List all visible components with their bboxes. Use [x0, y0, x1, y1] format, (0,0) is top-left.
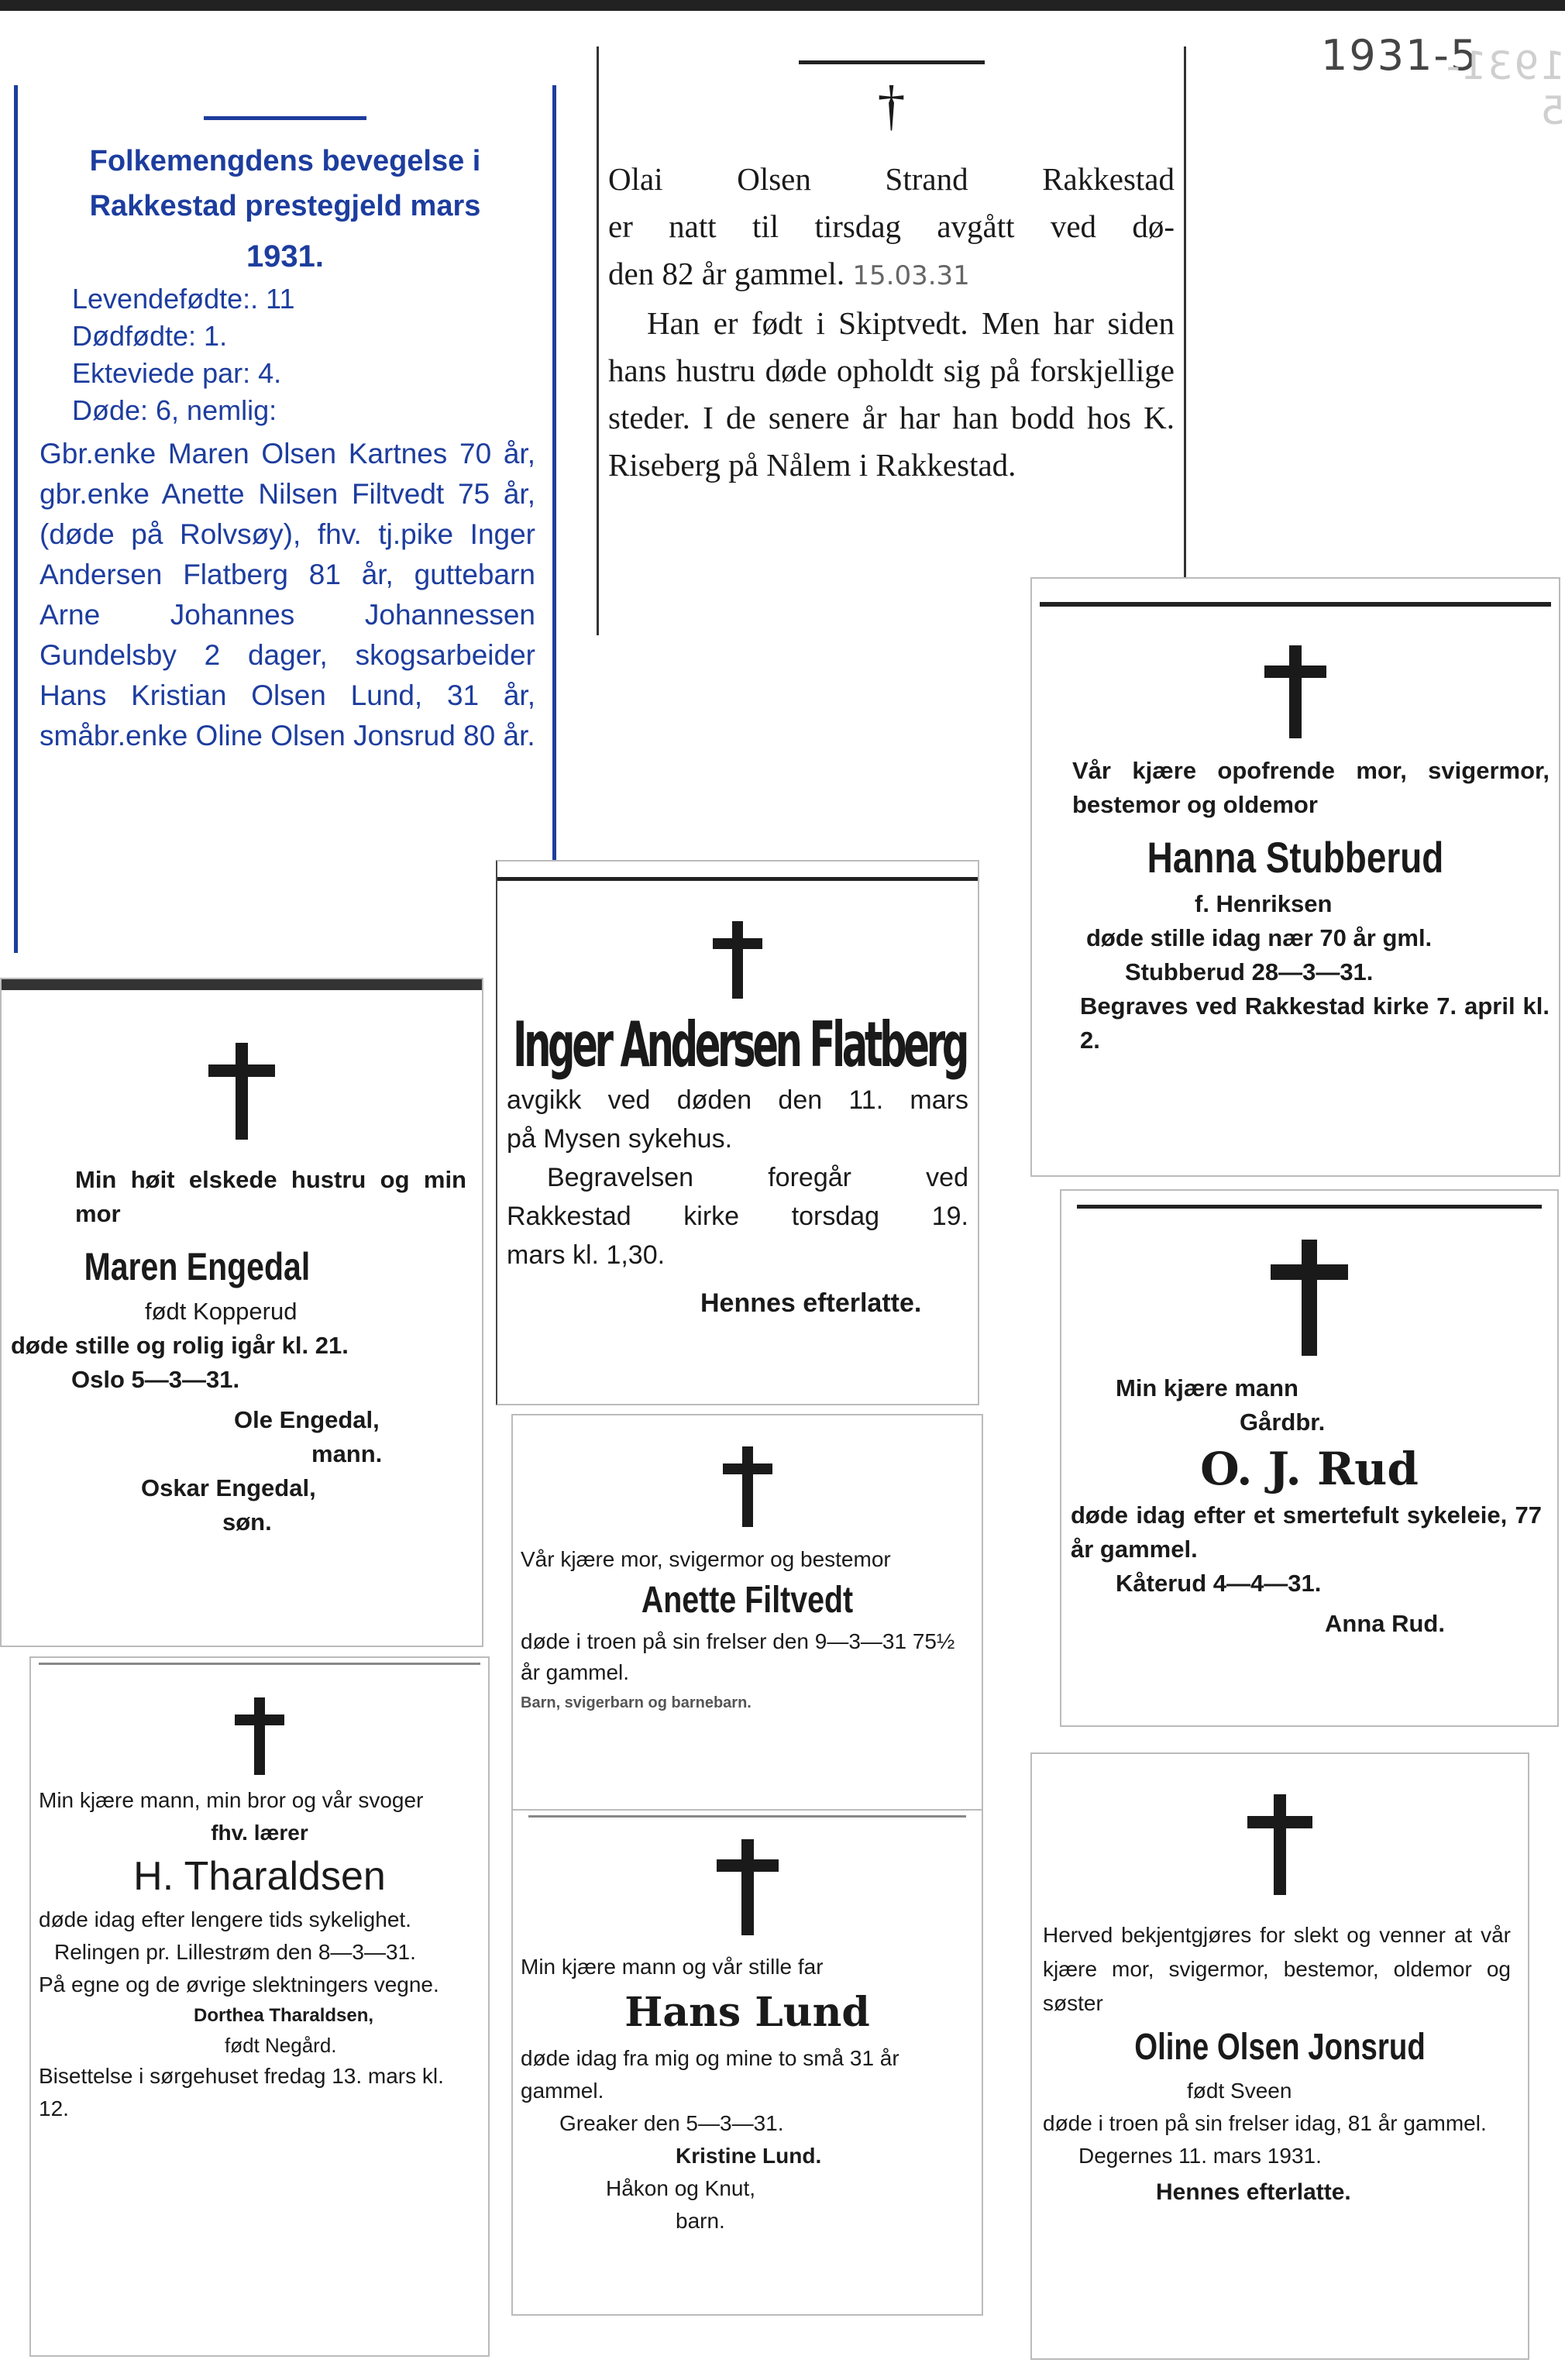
hanna-intro: Vår kjære opofrende mor, svigermor, bestemor og oldemor [1072, 757, 1550, 818]
dagger-icon: † [877, 74, 906, 136]
cross-icon [1247, 1794, 1312, 1895]
deaths-intro: Døde: 6, nemlig: [72, 394, 277, 426]
notice-rule [528, 1815, 966, 1818]
marriages: Ekteviede par: 4. [72, 357, 282, 389]
maren-engedal-notice [0, 978, 483, 1647]
hanna-place: Stubberud 28—3—31. [1125, 958, 1374, 985]
notice-rule [799, 60, 985, 64]
cross-icon [1271, 1240, 1348, 1356]
archive-note-bleedthrough: 1931-5 [1444, 43, 1565, 133]
cross-icon [713, 921, 762, 999]
thar-funeral: Bisettelse i sørgehuset fredag 13. mars kl. 12. [39, 2064, 444, 2120]
rud-name: O. J. Rud [1200, 1443, 1419, 1495]
maren-died: døde stille og rolig igår kl. 21. [11, 1332, 349, 1359]
thar-name: H. Tharaldsen [133, 1854, 386, 1899]
thar-sign: Dorthea Tharaldsen, [194, 2005, 374, 2026]
hans-intro: Min kjære mann og vår stille far [521, 1955, 824, 1979]
hans-sign-1: Kristine Lund. [676, 2144, 822, 2168]
inger-line-5: mars kl. 1,30. [507, 1240, 666, 1270]
inger-line-3: Begravelsen foregår ved [547, 1163, 968, 1192]
hanna-died: døde stille idag nær 70 år gml. [1086, 924, 1433, 951]
maren-name: Maren Engedal [84, 1245, 311, 1288]
rud-died: døde idag efter et smertefult sykeleie, 77 år gammel. [1071, 1501, 1542, 1563]
cross-icon [208, 1043, 275, 1140]
handwritten-date: 15.03.31 [852, 260, 970, 291]
cross-icon [235, 1697, 284, 1775]
maren-sign-1-role: mann. [311, 1440, 383, 1467]
inger-sign: Hennes efterlatte. [700, 1288, 922, 1318]
hans-sign-2: Håkon og Knut, [606, 2176, 756, 2200]
inger-line-1: avgikk ved døden den 11. mars [507, 1085, 968, 1115]
inger-line-2: på Mysen sykehus. [507, 1124, 733, 1154]
stats-year: 1931. [246, 239, 325, 273]
oline-sign: Hennes efterlatte. [1156, 2179, 1351, 2205]
hanna-maiden: f. Henriksen [1195, 890, 1333, 917]
scan-top-border [0, 0, 1565, 11]
thar-place: Relingen pr. Lillestrøm den 8—3—31. [54, 1940, 416, 1964]
maren-sign-1: Ole Engedal, [234, 1406, 380, 1433]
notice-rule [1077, 1205, 1542, 1209]
hans-lund-notice [511, 1809, 983, 2316]
rud-place: Kåterud 4—4—31. [1116, 1570, 1322, 1597]
notice-rule [39, 1663, 480, 1665]
stats-heading: Folkemengdens bevegelse i Rakkestad prestegjeld mars [89, 145, 481, 222]
olai-line-3-wrap [608, 250, 1175, 300]
hans-died: døde idag fra mig og mine to små 31 år gammel. [521, 2046, 899, 2103]
olai-strand-notice [597, 46, 1186, 635]
inger-name: Inger Andersen Flatberg [512, 1009, 966, 1081]
handwritten-archive-note: 1931-5 [1321, 31, 1479, 80]
thar-sign-role: født Negård. [225, 2034, 337, 2057]
maren-sign-2-role: søn. [222, 1508, 272, 1536]
rud-title: Gårdbr. [1240, 1408, 1326, 1436]
hanna-stubberud-notice [1030, 577, 1560, 1177]
h-tharaldsen-notice [29, 1656, 490, 2357]
olai-line-2: er natt til tirsdag avgått ved dø- [608, 208, 1175, 244]
hanna-burial: Begraves ved Rakkestad kirke 7. april kl. 2. [1080, 992, 1550, 1054]
notice-rule [497, 877, 978, 881]
stillbirths: Dødfødte: 1. [72, 320, 228, 352]
inger-line-4: Rakkestad kirke torsdag 19. [507, 1202, 968, 1231]
oline-place: Degernes 11. mars 1931. [1078, 2144, 1322, 2168]
anette-name: Anette Filtvedt [641, 1580, 854, 1621]
hanna-name: Hanna Stubberud [1147, 833, 1444, 882]
maren-sign-2: Oskar Engedal, [141, 1474, 316, 1501]
olai-paragraph-2: Han er født i Skiptvedt. Men har siden hans hustru døde opholdt sig på forskjellige steder. I de senere år har han bodd hos K. Riseberg på Nålem i Rakkestad. [608, 305, 1175, 483]
anette-filtvedt-notice [511, 1414, 983, 1820]
thar-intro: Min kjære mann, min bror og vår svoger [39, 1788, 424, 1812]
inger-flatberg-notice [496, 860, 979, 1405]
live-births: Levendefødte:. 11 [72, 283, 295, 315]
olai-line-1: Olai Olsen Strand Rakkestad [608, 161, 1175, 197]
oline-name: Oline Olsen Jonsrud [1134, 2027, 1426, 2068]
hans-name: Hans Lund [624, 1989, 870, 2036]
population-stats-clipping [14, 85, 556, 953]
oline-born: født Sveen [1187, 2079, 1292, 2103]
notice-rule [1040, 602, 1551, 607]
oline-died: døde i troen på sin frelser idag, 81 år gammel. [1043, 2111, 1487, 2135]
anette-intro: Vår kjære mor, svigermor og bestemor [521, 1547, 891, 1571]
oj-rud-notice [1060, 1189, 1559, 1727]
cross-icon [717, 1839, 779, 1935]
anette-sign: Barn, svigerbarn og barnebarn. [521, 1694, 752, 1711]
cross-icon [723, 1446, 772, 1527]
cross-icon [1264, 645, 1326, 738]
hans-sign-2-role: barn. [676, 2209, 725, 2233]
thar-title: fhv. lærer [211, 1821, 308, 1845]
deaths-list: Gbr.enke Maren Olsen Kartnes 70 år, gbr.enke Anette Nilsen Filtvedt 75 år, (døde på Rolvsøy), fhv. tj.pike Inger Andersen Flatberg 81 år, guttebarn Arne Johannes Johannessen Gundelsby 2 dager, skogsarbeider Hans Kristian Olsen Lund, 31 år, småbr.enke Oline Olsen Jonsrud 80 år. [40, 438, 535, 751]
oline-jonsrud-notice [1030, 1752, 1529, 2360]
rud-intro: Min kjære mann [1116, 1374, 1298, 1402]
header-rule [204, 116, 366, 120]
olai-line-3: den 82 år gammel. [608, 256, 845, 291]
rud-sign: Anna Rud. [1325, 1610, 1445, 1637]
maren-born: født Kopperud [145, 1298, 298, 1325]
notice-rule [2, 979, 482, 990]
thar-behalf: På egne og de øvrige slektningers vegne. [39, 1972, 439, 1997]
anette-died: døde i troen på sin frelser den 9—3—31 75½ år gammel. [521, 1629, 955, 1684]
oline-intro: Herved bekjentgjøres for slekt og venner at vår kjære mor, svigermor, bestemor, oldemor og søster [1043, 1923, 1511, 2015]
thar-died: døde idag efter lengere tids sykelighet. [39, 1907, 411, 1931]
maren-place: Oslo 5—3—31. [71, 1366, 240, 1393]
maren-intro: Min høit elskede hustru og min mor [75, 1166, 466, 1227]
hans-place: Greaker den 5—3—31. [559, 2111, 784, 2135]
